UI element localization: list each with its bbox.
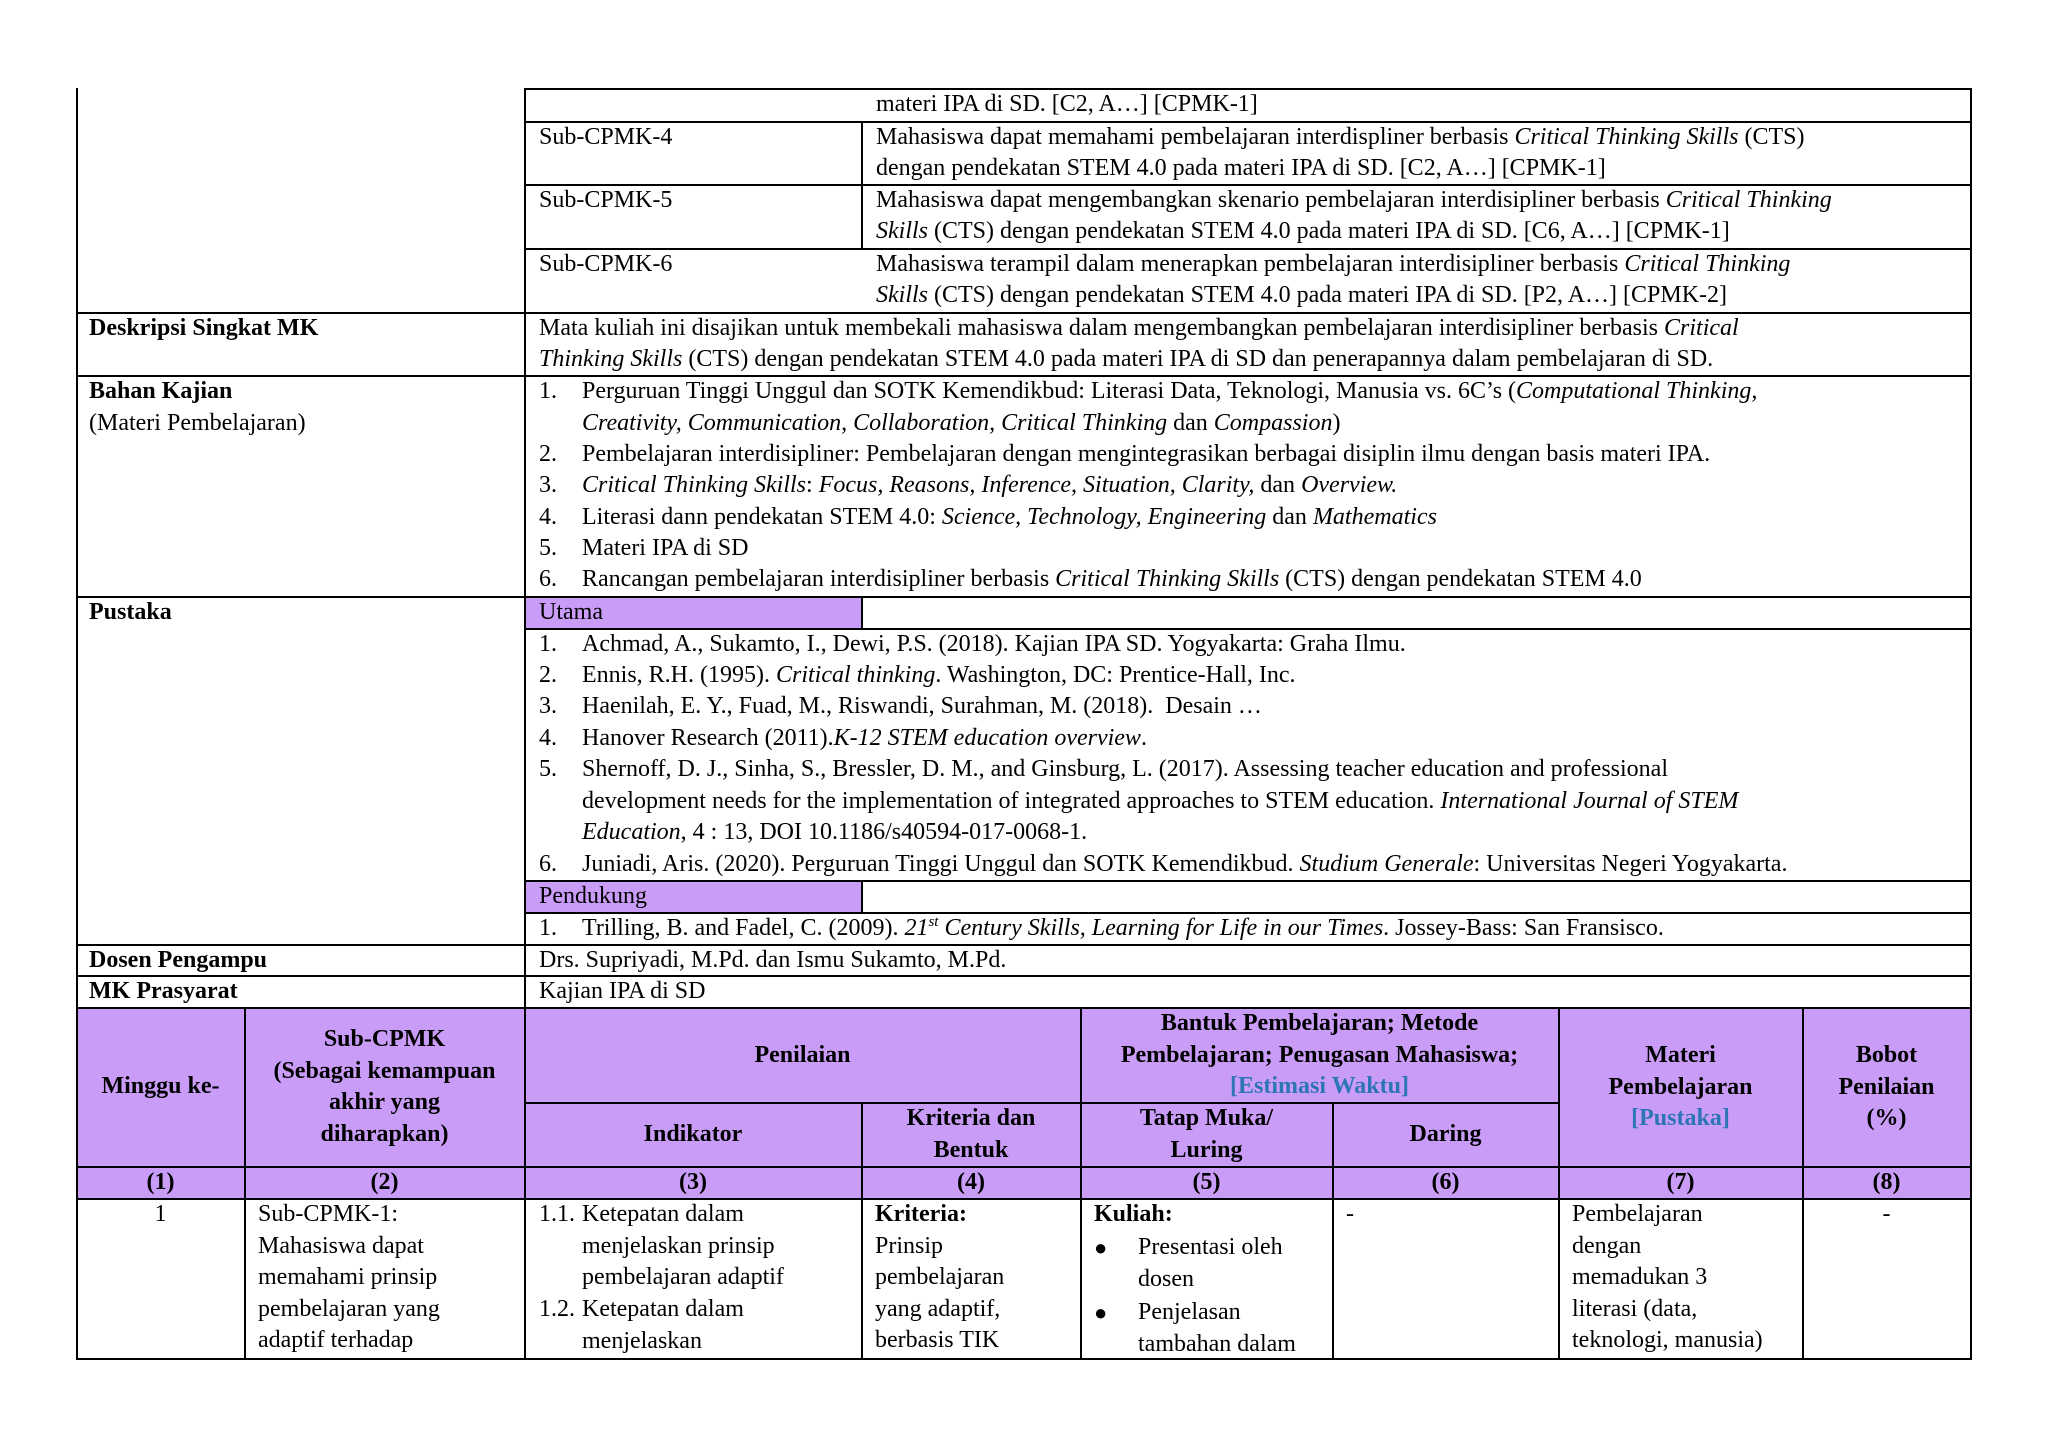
row1-kuliah-2: Penjelasan tambahan dalam [1138,1299,1296,1357]
pustaka-u-num-6: 6. [539,851,557,877]
deskripsi-label: Deskripsi Singkat MK [89,315,319,341]
pustaka-u-num-1: 1. [539,631,557,657]
bahan-kajian-sublabel: (Materi Pembelajaran) [89,410,306,436]
sub-cpmk-5-label: Sub-CPMK-5 [539,187,673,213]
deskripsi-text-2: Thinking Skills (CTS) dengan pendekatan STEM 4.0 pada materi IPA di SD dan penerapannya dalam pembelajaran di SD. [539,346,1714,372]
bullet-icon: ● [1094,1300,1108,1325]
sub-cpmk-4-desc-2: dengan pendekatan STEM 4.0 pada materi IPA di SD. [C2, A…] [CPMK-1] [876,155,1606,181]
row1-ind-2: Ketepatan dalam menjelaskan [582,1296,744,1354]
header-indikator: Indikator [643,1121,743,1147]
bahan-item-2: Pembelajaran interdisipliner: Pembelajaran dengan mengintegrasikan berbagai disiplin ilmu dengan basis materi IPA. [582,441,1711,467]
pustaka-u-3: Haenilah, E. Y., Fuad, M., Riswandi, Surahman, M. (2018). Desain … [582,693,1262,719]
pustaka-label: Pustaka [89,599,172,625]
col-num-5: (5) [1192,1169,1221,1195]
row1-daring: - [1346,1201,1354,1227]
prasyarat-label: MK Prasyarat [89,978,238,1004]
sub-cpmk-6-label: Sub-CPMK-6 [539,251,673,277]
row1-ind-num-2: 1.2. [539,1296,575,1322]
row1-sub-cpmk: Sub-CPMK-1: Mahasiswa dapat memahami prinsip pembelajaran yang adaptif terhadap [258,1201,440,1353]
sub-cpmk-6-desc-2: Skills (CTS) dengan pendekatan STEM 4.0 pada materi IPA di SD. [P2, A…] [CPMK-2] [876,282,1728,308]
pustaka-u-1: Achmad, A., Sukamto, I., Dewi, P.S. (2018). Kajian IPA SD. Yogyakarta: Graha Ilmu. [582,631,1406,657]
row1-materi: Pembelajaran dengan memadukan 3 literasi (data, teknologi, manusia) [1572,1201,1763,1353]
row1-kriteria: Kriteria: Prinsip pembelajaran yang adaptif, berbasis TIK [875,1201,1005,1353]
col-num-2: (2) [370,1169,399,1195]
row1-bobot: - [1882,1201,1891,1227]
header-materi: Materi Pembelajaran [Pustaka] [1608,1042,1753,1131]
sub-cpmk-5-desc-2: Skills (CTS) dengan pendekatan STEM 4.0 pada materi IPA di SD. [C6, A…] [CPMK-1] [876,218,1730,244]
col-num-7: (7) [1666,1169,1695,1195]
pustaka-pendukung-label: Pendukung [539,883,647,909]
dosen-value: Drs. Supriyadi, M.Pd. dan Ismu Sukamto, M.Pd. [539,947,1007,973]
pustaka-u-5: Shernoff, D. J., Sinha, S., Bressler, D. M., and Ginsburg, L. (2017). Assessing teacher education and professional [582,756,1668,782]
bahan-num-5: 5. [539,535,557,561]
pustaka-u-num-5: 5. [539,756,557,782]
header-minggu: Minggu ke- [101,1073,220,1099]
pustaka-u-num-2: 2. [539,662,557,688]
bahan-num-1: 1. [539,378,557,404]
dosen-label: Dosen Pengampu [89,947,268,973]
pustaka-u-num-4: 4. [539,725,557,751]
bahan-num-4: 4. [539,504,557,530]
col-num-1: (1) [146,1169,175,1195]
pustaka-u-2: Ennis, R.H. (1995). Critical thinking. Washington, DC: Prentice-Hall, Inc. [582,662,1296,688]
pustaka-utama-label: Utama [539,599,603,625]
bahan-item-3: Critical Thinking Skills: Focus, Reasons, Inference, Situation, Clarity, dan Overview. [582,472,1398,498]
header-bobot: Bobot Penilaian (%) [1838,1042,1935,1131]
header-tatap-muka: Tatap Muka/ Luring [1139,1105,1274,1163]
bahan-num-2: 2. [539,441,557,467]
col-num-3: (3) [679,1169,707,1195]
bahan-num-6: 6. [539,566,557,592]
pustaka-p-1: Trilling, B. and Fadel, C. (2009). 21st Century Skills, Learning for Life in our Times. Jossey-Bass: San Fransisco. [582,914,1664,941]
header-daring: Daring [1409,1121,1482,1147]
col-num-8: (8) [1872,1169,1901,1195]
pustaka-u-6: Juniadi, Aris. (2020). Perguruan Tinggi Unggul dan SOTK Kemendikbud. Studium Generale: Universitas Negeri Yogyakarta. [582,851,1788,877]
pustaka-p-num-1: 1. [539,915,557,941]
sub-cpmk-4-desc: Mahasiswa dapat memahami pembelajaran interdispliner berbasis Critical Thinking Skills (CTS) [876,124,1805,150]
row1-minggu: 1 [154,1201,167,1227]
bahan-item-5: Materi IPA di SD [582,535,749,561]
row1-ind-1: Ketepatan dalam menjelaskan prinsip pembelajaran adaptif [582,1201,784,1290]
bahan-kajian-label: Bahan Kajian [89,378,233,404]
bahan-item-6: Rancangan pembelajaran interdisipliner berbasis Critical Thinking Skills (CTS) dengan pendekatan STEM 4.0 [582,566,1642,592]
row1-ind-num-1: 1.1. [539,1201,575,1227]
header-penilaian: Penilaian [754,1042,851,1068]
pustaka-u-4: Hanover Research (2011).K-12 STEM education overview. [582,725,1147,751]
sub-cpmk-6-desc: Mahasiswa terampil dalam menerapkan pembelajaran interdisipliner berbasis Critical Thinking [876,251,1791,277]
sub-cpmk-3-cont: materi IPA di SD. [C2, A…] [CPMK-1] [876,91,1258,117]
sub-cpmk-5-desc: Mahasiswa dapat mengembangkan skenario pembelajaran interdisipliner berbasis Critical Thinking [876,187,1832,213]
pustaka-u-5-cont: development needs for the implementation of integrated approaches to STEM education. International Journal of STEM [582,788,1739,814]
col-num-6: (6) [1431,1169,1460,1195]
bahan-item-1-cont: Creativity, Communication, Collaboration, Critical Thinking dan Compassion) [582,410,1341,436]
pustaka-u-5-cont-2: Education, 4 : 13, DOI 10.1186/s40594-017-0068-1. [582,819,1088,845]
prasyarat-value: Kajian IPA di SD [539,978,706,1004]
bahan-item-1: Perguruan Tinggi Unggul dan SOTK Kemendikbud: Literasi Data, Teknologi, Manusia vs. 6C’s (Computational Thinking, [582,378,1758,404]
header-subcpmk: Sub-CPMK (Sebagai kemampuan akhir yang diharapkan) [273,1026,496,1147]
bahan-item-4: Literasi dann pendekatan STEM 4.0: Science, Technology, Engineering dan Mathematics [582,504,1437,530]
col-num-4: (4) [957,1169,985,1195]
header-bantuk: Bantuk Pembelajaran; Metode Pembelajaran; Penugasan Mahasiswa; [Estimasi Waktu] [1120,1010,1519,1099]
bahan-num-3: 3. [539,472,557,498]
row1-kuliah-label: Kuliah: [1094,1201,1173,1227]
pustaka-u-num-3: 3. [539,693,557,719]
row1-kuliah-1: Presentasi oleh dosen [1138,1234,1283,1292]
sub-cpmk-4-label: Sub-CPMK-4 [539,124,673,150]
header-kriteria: Kriteria dan Bentuk [906,1105,1036,1163]
bullet-icon: ● [1094,1235,1108,1260]
deskripsi-text: Mata kuliah ini disajikan untuk membekali mahasiswa dalam mengembangkan pembelajaran interdisipliner berbasis Critical [539,315,1739,341]
